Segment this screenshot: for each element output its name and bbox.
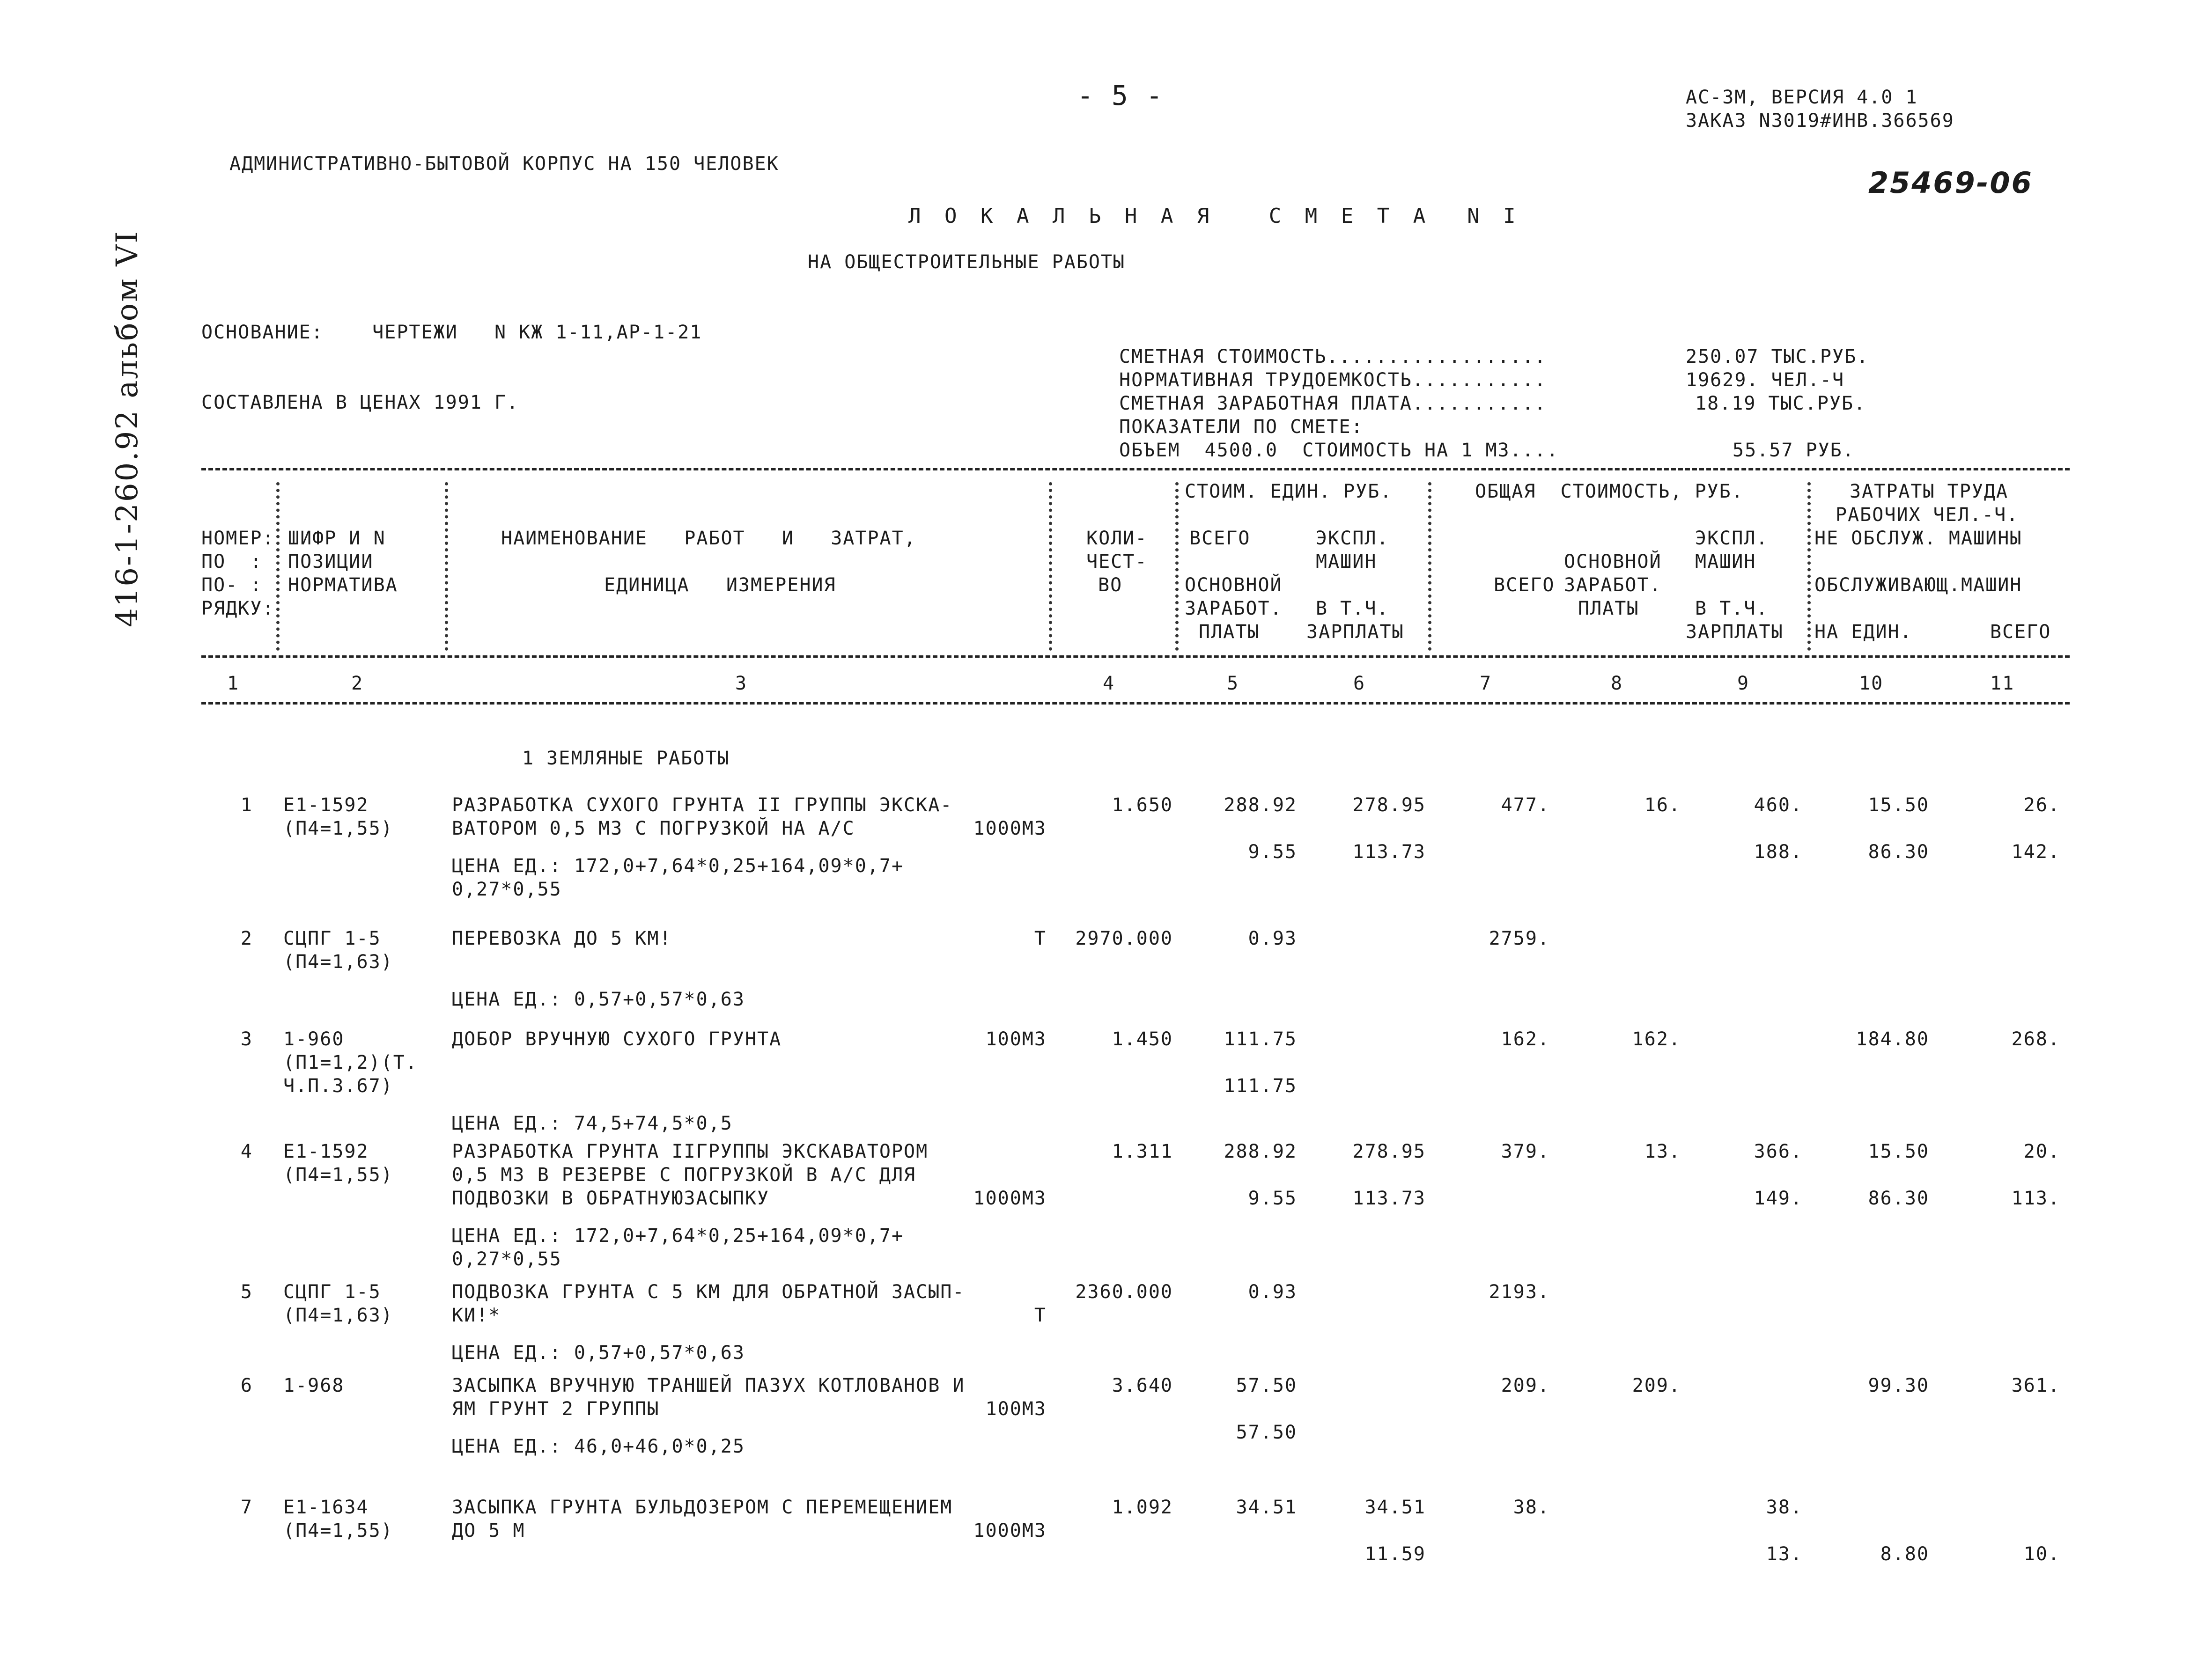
- header-col6: МАШИН: [1316, 551, 1377, 573]
- row-quantity: 1.650: [1112, 794, 1173, 816]
- row-price-formula: ЦЕНА ЕД.: 0,57+0,57*0,63: [452, 989, 745, 1010]
- col-number: 9: [1737, 673, 1750, 694]
- row-code: (П4=1,63): [283, 1305, 393, 1326]
- row-code: 1-960: [283, 1028, 345, 1050]
- summary-value: 55.57 РУБ.: [1733, 440, 1855, 461]
- column-separator: [1175, 482, 1179, 651]
- row-unit-wages: 57.50: [1236, 1422, 1297, 1443]
- header-col3: ЕДИНИЦА ИЗМЕРЕНИЯ: [604, 574, 836, 596]
- header-col5: ЗАРАБОТ.: [1185, 598, 1283, 619]
- header-col1: ПО :: [201, 551, 263, 573]
- col-number: 7: [1480, 673, 1492, 694]
- row-unit-machine-wages: 113.73: [1352, 1188, 1426, 1209]
- row-unit: 1000М3: [973, 1188, 1047, 1209]
- header-col2: ШИФР И N: [288, 528, 386, 549]
- col-number: 10: [1859, 673, 1884, 694]
- header-col2: ПОЗИЦИИ: [288, 551, 374, 573]
- project-title: АДМИНИСТРАТИВНО-БЫТОВОЙ КОРПУС НА 150 ЧЕЛОВЕК: [229, 153, 779, 175]
- row-total: 2193.: [1489, 1281, 1550, 1303]
- row-quantity: 3.640: [1112, 1375, 1173, 1396]
- header-col1: РЯДКУ:: [201, 598, 275, 619]
- summary-label: ПОКАЗАТЕЛИ ПО СМЕТЕ:: [1119, 416, 1364, 438]
- row-unit-total: 288.92: [1224, 794, 1297, 816]
- row-price-formula: ЦЕНА ЕД.: 172,0+7,64*0,25+164,09*0,7+: [452, 1225, 904, 1247]
- row-quantity: 2970.000: [1075, 928, 1173, 949]
- row-labor-total-machines: 113.: [2011, 1188, 2060, 1209]
- row-labor-total-machines: 142.: [2011, 841, 2060, 863]
- row-total-machines: 38.: [1766, 1497, 1803, 1518]
- row-total: 209.: [1501, 1375, 1550, 1396]
- summary-value: 19629. ЧЕЛ.-Ч: [1686, 369, 1845, 391]
- side-album-label: 416-1-260.92 альбом VI: [110, 230, 145, 627]
- column-separator: [276, 482, 280, 651]
- row-code: (П4=1,55): [283, 818, 393, 839]
- row-unit-wages: 9.55: [1248, 1188, 1297, 1209]
- row-unit: 1000М3: [973, 1520, 1047, 1542]
- header-labor-sub: НЕ ОБСЛУЖ. МАШИНЫ: [1814, 528, 2022, 549]
- row-total-machines: 366.: [1754, 1141, 1803, 1162]
- row-total: 2759.: [1489, 928, 1550, 949]
- row-name: ПЕРЕВОЗКА ДО 5 КМ!: [452, 928, 672, 949]
- row-price-formula: 0,27*0,55: [452, 1248, 562, 1270]
- row-total: 38.: [1513, 1497, 1550, 1518]
- row-total-wages: 13.: [1644, 1141, 1681, 1162]
- row-name: КИ!*: [452, 1305, 501, 1326]
- row-unit-wages: 111.75: [1224, 1075, 1297, 1097]
- row-number: 1: [240, 794, 253, 816]
- row-total: 162.: [1501, 1028, 1550, 1050]
- row-code: Е1-1592: [283, 794, 369, 816]
- row-name: ПОДВОЗКА ГРУНТА С 5 КМ ДЛЯ ОБРАТНОЙ ЗАСЫП-: [452, 1281, 965, 1303]
- header-col6: ЗАРПЛАТЫ: [1306, 621, 1404, 643]
- row-number: 5: [240, 1281, 253, 1303]
- summary-label: СМЕТНАЯ ЗАРАБОТНАЯ ПЛАТА...........: [1119, 393, 1547, 414]
- row-labor-unit: 15.50: [1868, 1141, 1929, 1162]
- row-code: СЦПГ 1-5: [283, 1281, 381, 1303]
- table-rule: [201, 702, 2070, 705]
- section-title: 1 ЗЕМЛЯНЫЕ РАБОТЫ: [522, 748, 730, 769]
- header-col6: ЭКСПЛ.: [1316, 528, 1389, 549]
- header-col1: НОМЕР:: [201, 528, 275, 549]
- row-labor-unit-machines: 86.30: [1868, 1188, 1929, 1209]
- header-order: ЗАКАЗ N3019#ИНВ.366569: [1686, 110, 1954, 132]
- row-labor-total: 268.: [2011, 1028, 2060, 1050]
- row-price-formula: ЦЕНА ЕД.: 46,0+46,0*0,25: [452, 1436, 745, 1457]
- column-separator: [445, 482, 448, 651]
- header-labor: ЗАТРАТЫ ТРУДА: [1850, 481, 2009, 502]
- row-unit: Т: [1034, 1305, 1047, 1326]
- row-number: 4: [240, 1141, 253, 1162]
- row-unit-machines: 34.51: [1364, 1497, 1426, 1518]
- row-unit: 1000М3: [973, 818, 1047, 839]
- col-number: 5: [1227, 673, 1239, 694]
- header-col9: В Т.Ч.: [1695, 598, 1769, 619]
- row-number: 3: [240, 1028, 253, 1050]
- row-name: РАЗРАБОТКА ГРУНТА IIГРУППЫ ЭКСКАВАТОРОМ: [452, 1141, 929, 1162]
- header-labor-sub: ОБСЛУЖИВАЮЩ.МАШИН: [1814, 574, 2022, 596]
- row-unit: 100М3: [985, 1028, 1047, 1050]
- row-unit: 100М3: [985, 1398, 1047, 1420]
- row-quantity: 1.092: [1112, 1497, 1173, 1518]
- col-number: 11: [1990, 673, 2015, 694]
- row-code: (П4=1,63): [283, 951, 393, 973]
- row-quantity: 1.311: [1112, 1141, 1173, 1162]
- row-labor-unit-machines: 86.30: [1868, 841, 1929, 863]
- header-col10: НА ЕДИН.: [1814, 621, 1912, 643]
- row-name: ЗАСЫПКА ГРУНТА БУЛЬДОЗЕРОМ С ПЕРЕМЕЩЕНИЕМ: [452, 1497, 953, 1518]
- row-total-wages: 209.: [1632, 1375, 1681, 1396]
- row-code: Е1-1592: [283, 1141, 369, 1162]
- header-col9: ЗАРПЛАТЫ: [1686, 621, 1784, 643]
- table-rule: [201, 468, 2070, 470]
- summary-label: НОРМАТИВНАЯ ТРУДОЕМКОСТЬ...........: [1119, 369, 1547, 391]
- col-number: 1: [227, 673, 240, 694]
- row-labor-total: 20.: [2023, 1141, 2060, 1162]
- row-total-wages: 162.: [1632, 1028, 1681, 1050]
- row-total-machine-wages: 149.: [1754, 1188, 1803, 1209]
- col-number: 6: [1353, 673, 1366, 694]
- row-unit-wages: 9.55: [1248, 841, 1297, 863]
- col-number: 4: [1103, 673, 1115, 694]
- header-col9: ЭКСПЛ.: [1695, 528, 1769, 549]
- row-code: СЦПГ 1-5: [283, 928, 381, 949]
- row-unit-total: 288.92: [1224, 1141, 1297, 1162]
- summary-value: 250.07 ТЫС.РУБ.: [1686, 346, 1869, 367]
- header-total-cost: ОБЩАЯ СТОИМОСТЬ, РУБ.: [1475, 481, 1744, 502]
- page-number: - 5 -: [1077, 80, 1164, 111]
- header-col6: В Т.Ч.: [1316, 598, 1389, 619]
- row-code: (П4=1,55): [283, 1520, 393, 1542]
- column-separator: [1807, 482, 1811, 651]
- row-name: РАЗРАБОТКА СУХОГО ГРУНТА II ГРУППЫ ЭКСКА-: [452, 794, 953, 816]
- row-unit-total: 111.75: [1224, 1028, 1297, 1050]
- row-price-formula: ЦЕНА ЕД.: 172,0+7,64*0,25+164,09*0,7+: [452, 855, 904, 877]
- row-code: (П4=1,55): [283, 1164, 393, 1186]
- row-unit-total: 34.51: [1236, 1497, 1297, 1518]
- row-unit-total: 57.50: [1236, 1375, 1297, 1396]
- row-name: ВАТОРОМ 0,5 М3 С ПОГРУЗКОЙ НА А/С: [452, 818, 855, 839]
- col-number: 8: [1611, 673, 1623, 694]
- row-unit-total: 0.93: [1248, 928, 1297, 949]
- document-subtitle: НА ОБЩЕСТРОИТЕЛЬНЫЕ РАБОТЫ: [808, 251, 1126, 273]
- row-total-machine-wages: 188.: [1754, 841, 1803, 863]
- row-name: 0,5 М3 В РЕЗЕРВЕ С ПОГРУЗКОЙ В А/С ДЛЯ: [452, 1164, 916, 1186]
- column-separator: [1428, 482, 1431, 651]
- row-labor-total: 26.: [2023, 794, 2060, 816]
- row-name: ПОДВОЗКИ В ОБРАТНУЮЗАСЫПКУ: [452, 1188, 770, 1209]
- row-labor-unit: 15.50: [1868, 794, 1929, 816]
- header-col5: ВСЕГО: [1189, 528, 1251, 549]
- header-col1: ПО- :: [201, 574, 263, 596]
- row-unit-total: 0.93: [1248, 1281, 1297, 1303]
- table-rule: [201, 655, 2070, 658]
- row-number: 7: [240, 1497, 253, 1518]
- row-price-formula: 0,27*0,55: [452, 879, 562, 900]
- header-col8: ОСНОВНОЙ: [1564, 551, 1662, 573]
- row-unit-machines: 278.95: [1352, 794, 1426, 816]
- col-number: 3: [735, 673, 748, 694]
- row-number: 2: [240, 928, 253, 949]
- summary-label: СМЕТНАЯ СТОИМОСТЬ..................: [1119, 346, 1547, 367]
- row-unit-machine-wages: 113.73: [1352, 841, 1426, 863]
- header-unit-price: СТОИМ. ЕДИН. РУБ.: [1185, 481, 1393, 502]
- basis-line: ОСНОВАНИЕ: ЧЕРТЕЖИ N КЖ 1-11,АР-1-21: [201, 322, 702, 343]
- header-labor: РАБОЧИХ ЧЕЛ.-Ч.: [1836, 504, 2019, 526]
- row-unit: Т: [1034, 928, 1047, 949]
- row-labor-unit-machines: 8.80: [1880, 1543, 1929, 1565]
- row-code: 1-968: [283, 1375, 345, 1396]
- row-total: 477.: [1501, 794, 1550, 816]
- header-col7: ВСЕГО: [1494, 574, 1555, 596]
- header-col4: ЧЕСТ-: [1086, 551, 1148, 573]
- header-col8: ПЛАТЫ: [1578, 598, 1639, 619]
- row-price-formula: ЦЕНА ЕД.: 74,5+74,5*0,5: [452, 1113, 733, 1134]
- row-number: 6: [240, 1375, 253, 1396]
- header-col5: ПЛАТЫ: [1199, 621, 1260, 643]
- document-title: Л О К А Л Ь Н А Я С М Е Т А N I: [908, 204, 1521, 228]
- header-program: АС-3М, ВЕРСИЯ 4.0 1: [1686, 87, 1918, 108]
- header-col4: ВО: [1098, 574, 1123, 596]
- header-col5: ОСНОВНОЙ: [1185, 574, 1283, 596]
- row-unit-machines: 278.95: [1352, 1141, 1426, 1162]
- row-code: (П1=1,2)(Т.: [283, 1052, 418, 1073]
- row-name: ДО 5 М: [452, 1520, 525, 1542]
- row-name: ЯМ ГРУНТ 2 ГРУППЫ: [452, 1398, 660, 1420]
- row-quantity: 2360.000: [1075, 1281, 1173, 1303]
- handwritten-number: 25469-06: [1868, 166, 2033, 200]
- row-total-wages: 16.: [1644, 794, 1681, 816]
- summary-label: ОБЪЕМ 4500.0 СТОИМОСТЬ НА 1 М3....: [1119, 440, 1559, 461]
- row-total: 379.: [1501, 1141, 1550, 1162]
- prices-line: СОСТАВЛЕНА В ЦЕНАХ 1991 Г.: [201, 392, 519, 413]
- header-col11: ВСЕГО: [1990, 621, 2051, 643]
- header-col4: КОЛИ-: [1086, 528, 1148, 549]
- row-name: ЗАСЫПКА ВРУЧНУЮ ТРАНШЕЙ ПАЗУХ КОТЛОВАНОВ И: [452, 1375, 965, 1396]
- row-labor-total: 361.: [2011, 1375, 2060, 1396]
- row-labor-total-machines: 10.: [2023, 1543, 2060, 1565]
- row-total-machine-wages: 13.: [1766, 1543, 1803, 1565]
- header-col3: НАИМЕНОВАНИЕ РАБОТ И ЗАТРАТ,: [501, 528, 916, 549]
- row-total-machines: 460.: [1754, 794, 1803, 816]
- header-col8: ЗАРАБОТ.: [1564, 574, 1662, 596]
- row-unit-machine-wages: 11.59: [1364, 1543, 1426, 1565]
- row-labor-unit: 184.80: [1856, 1028, 1929, 1050]
- header-col9: МАШИН: [1695, 551, 1756, 573]
- header-col2: НОРМАТИВА: [288, 574, 398, 596]
- row-name: ДОБОР ВРУЧНУЮ СУХОГО ГРУНТА: [452, 1028, 782, 1050]
- summary-value: 18.19 ТЫС.РУБ.: [1695, 393, 1866, 414]
- row-price-formula: ЦЕНА ЕД.: 0,57+0,57*0,63: [452, 1342, 745, 1364]
- row-code: Е1-1634: [283, 1497, 369, 1518]
- column-separator: [1049, 482, 1052, 651]
- row-code: Ч.П.3.67): [283, 1075, 393, 1097]
- row-labor-unit: 99.30: [1868, 1375, 1929, 1396]
- col-number: 2: [351, 673, 364, 694]
- row-quantity: 1.450: [1112, 1028, 1173, 1050]
